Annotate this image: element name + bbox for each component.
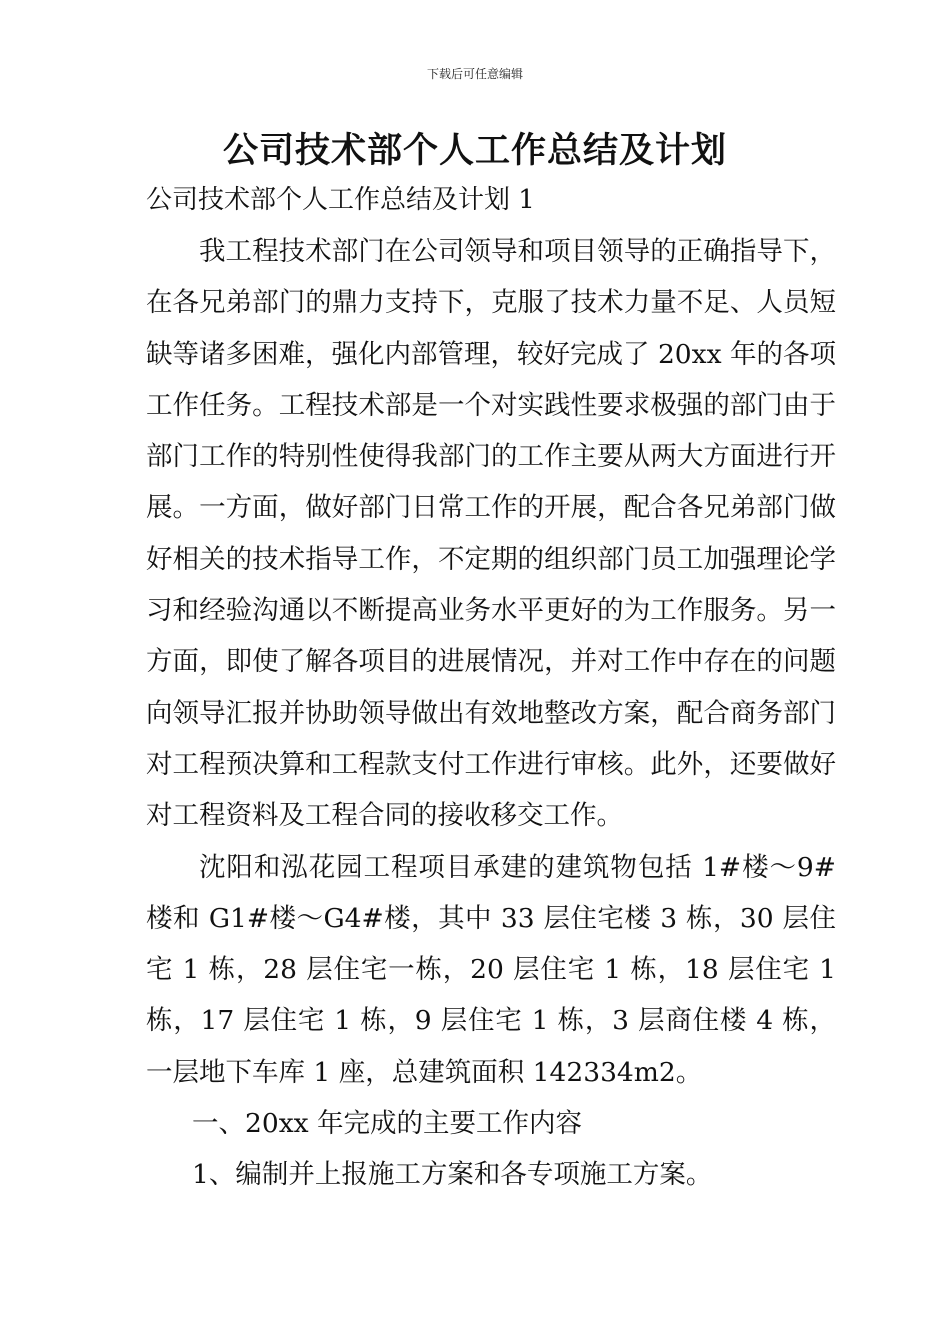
section-heading: 一、20xx 年完成的主要工作内容 [192, 1108, 583, 1140]
body-paragraph-1: 我工程技术部门在公司领导和项目领导的正确指导下，在各兄弟部门的鼎力支持下，克服了技术力量不足、人员短缺等诸多困难，强化内部管理，较好完成了 20xx 年的各项工作任务。工程技术部是一个对实践性要求极强的部门由于部门工作的特别性使得我部门的工作主要从两大方面进行开展。一方面，做好部门日常工作的开展，配合各兄弟部门做好相关的技术指导工作，不定期的组织部门员工加强理论学习和经验沟通以不断提高业务水平更好的为工作服务。另一方面，即使了解各项目的进展情况，并对工作中存在的问题向领导汇报并协助领导做出有效地整改方案，配合商务部门对工程预决算和工程款支付工作进行审核。此外，还要做好对工程资料及工程合同的接收移交工作。 [146, 236, 836, 832]
header-note: 下载后可任意编辑 [426, 67, 523, 81]
body-paragraph-2: 沈阳和泓花园工程项目承建的建筑物包括 1#楼～9#楼和 G1#楼～G4#楼，其中 33 层住宅楼 3 栋，30 层住宅 1 栋，28 层住宅一栋，20 层住宅 1 栋，18 层住宅 1 栋，17 层住宅 1 栋，9 层住宅 1 栋，3 层商住楼 4 栋，一层地下车库 1 座，总建筑面积 142334m2。 [146, 851, 836, 1088]
document-title: 公司技术部个人工作总结及计划 [222, 131, 727, 171]
list-item: 1、编制并上报施工方案和各专项施工方案。 [192, 1159, 713, 1191]
document-body [146, 226, 836, 1201]
document-subtitle: 公司技术部个人工作总结及计划 1 [146, 185, 535, 215]
